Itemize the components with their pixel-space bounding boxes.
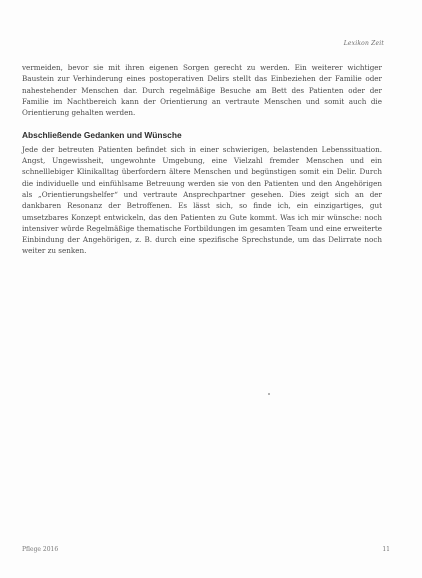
paragraph-intro: vermeiden, bevor sie mit ihren eigenen Sorgen gerecht zu werden. Ein weiterer wichtiger Baustein zur Verhinderung eines postoperativen Delirs stellt das Einbeziehen der Familie oder nahestehender Menschen dar. Durch regelmäßige Besuche am Bett des Patienten oder der Familie im Nachtbereich kann der Orientierung an vertraute Menschen und somit auch die Orientierung gehalten werden. (22, 63, 382, 118)
running-head: Lexikon Zeit (343, 40, 384, 47)
section-heading: Abschließende Gedanken und Wünsche (22, 130, 182, 141)
paragraph-main: Jede der betreuten Patienten befindet sich in einer schwierigen, belastenden Lebenssituation. Angst, Ungewissheit, ungewohnte Umgebung, eine Vielzahl fremder Menschen und ein schnelllebiger Klinikalltag überfordern ältere Menschen und begünstigen somit ein Delir. Durch die individuelle und einfühlsame Betreuung werden sie von den Patienten und den Angehörigen als „Orientierungshelfer“ und vertraute Ansprechpartner gesehen. Dies zeigt sich an der dankbaren Resonanz der Betroffenen. Es lässt sich, so finde ich, ein einzigartiges, gut umsetzbares Konzept entwickeln, das den Patienten zu Gute kommt. Was ich mir wünsche: noch intensiver würde Regelmäßige thematische Fortbildungen im gesamten Team und eine erweiterte Einbindung der Angehörigen, z. B. durch eine spezifische Sprechstunde, um das Delirrate noch weiter zu senken. (22, 144, 382, 256)
page-number: 11 (382, 546, 390, 553)
article-body (22, 62, 382, 257)
scan-speck (268, 393, 270, 395)
footer-issue: Pflege 2016 (22, 546, 59, 553)
